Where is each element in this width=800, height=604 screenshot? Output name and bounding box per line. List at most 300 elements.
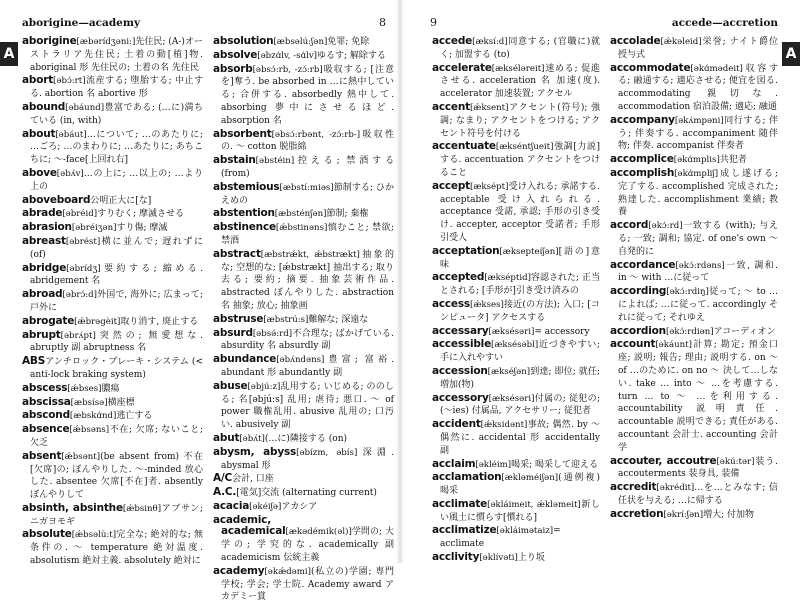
entry-headword: accomplish (610, 166, 675, 179)
entry-pronunciation: [əkɑ́mədeit] (690, 63, 743, 74)
entry-pronunciation: [əbsɔ́:rbənt, -zɔ́:rb-] (271, 129, 361, 140)
entry-definition: 速める; 促進させる. acceleration 名 加速(度). accelerator 加速装置; アクセル (440, 63, 600, 100)
entry-headword: abscissa (22, 395, 71, 408)
entry-headword: abundance (213, 353, 277, 366)
dictionary-entry (22, 289, 203, 315)
entry-headword: accolade (610, 35, 661, 47)
entry-definition: アンチロック・ブレーキ・システム (< anti-lock braking system) (30, 357, 203, 380)
entry-headword: acacia (213, 499, 250, 512)
dictionary-entry (610, 509, 778, 522)
dictionary-entry (432, 326, 600, 339)
dictionary-entry (22, 102, 203, 128)
dictionary-entry (213, 314, 394, 327)
entry-definition: 同行する; 伴う; 伴奏する. accompaniment 随伴物; 伴奏. accompanist 伴奏者 (618, 115, 778, 152)
dictionary-entry (22, 529, 203, 567)
entry-pronunciation: [əkláimeit, ǽkləmeit] (487, 499, 581, 510)
entry-headword: abort (22, 74, 54, 87)
dictionary-entry (22, 222, 203, 235)
entry-definition: 吸収性の. ～ cotton 脱脂綿 (221, 129, 394, 153)
entry-headword: absent (22, 449, 62, 462)
left-page (0, 0, 400, 603)
entry-pronunciation: [ækləméiʃən] (501, 473, 559, 484)
entry-definition: 収容する; 融通する; 適応させる; 便宜を図る. accommodating 親切な. accommodation 宿泊設備; 適応; 融通 (618, 63, 778, 112)
entry-pronunciation: [ækséʃən] (487, 366, 531, 377)
entry-definition: 装う. accouterments 装身具, 装備 (618, 456, 778, 480)
entry-pronunciation: [əkláimətaiz] (496, 526, 554, 537)
entry-headword: accordion (610, 324, 666, 337)
left-thumb-index-tab: A (0, 42, 18, 66)
dictionary-entry (432, 63, 600, 101)
dictionary-entry (22, 316, 203, 329)
dictionary-entry (432, 181, 600, 245)
dictionary-entry (610, 220, 778, 258)
entry-pronunciation: [æbstrú:s] (263, 314, 309, 325)
entry-definition: 接近(の方法); 入口; [コンピュータ] アクセスする (440, 299, 600, 323)
entry-pronunciation: [ækədémik(əl)] (285, 527, 352, 538)
right-page-header (430, 16, 778, 30)
dictionary-entry (22, 129, 203, 167)
entry-headword: academic, academical (213, 513, 286, 538)
dictionary-entry (213, 473, 394, 486)
entry-headword: absolution (213, 35, 274, 47)
entry-headword: accepted (432, 271, 485, 284)
dictionary-entry (213, 222, 394, 248)
entry-headword: absinth, absinthe (22, 501, 123, 514)
entry-pronunciation: [əbáund] (65, 102, 105, 113)
entry-pronunciation: [əbáut] (55, 129, 87, 140)
entry-definition: (通例複)喝采 (440, 473, 600, 497)
entry-headword: abstinence (213, 221, 276, 234)
entry-headword: absolute (22, 528, 72, 541)
entry-definition: = accessory (534, 326, 590, 337)
entry-headword: abscond (22, 409, 70, 422)
dictionary-entry (213, 354, 394, 380)
dictionary-entry (432, 272, 600, 298)
entry-headword: acclamation (432, 471, 502, 484)
entry-pronunciation: [əkú:tər] (716, 456, 755, 467)
entry-definition: アコーディオン (713, 326, 776, 337)
left-column-2 (213, 35, 395, 603)
entry-pronunciation: [ækséntʃueit] (495, 142, 554, 153)
entry-headword: abrupt (22, 328, 61, 341)
dictionary-entry (432, 102, 600, 140)
entry-definition: 免罪; 免除 (327, 37, 370, 47)
entry-headword: abstention (213, 207, 275, 220)
entry-pronunciation: [əkɔ́:rdiŋ] (666, 287, 709, 298)
entry-headword: abound (22, 100, 66, 113)
entry-definition: 流産する; 堕胎する; 中止する. abortion 名 abortive 形 (30, 76, 203, 100)
dictionary-entry (213, 566, 394, 604)
entry-pronunciation: [əkǽdəmi] (264, 566, 311, 577)
entry-pronunciation: [əklívəti] (479, 553, 518, 564)
entry-definition: 先住民; (A-)オーストラリア先住民; 土着の動[植]物. aboriginal 形 先住民の; 土着の名 先住民 (30, 37, 203, 73)
right-page (400, 0, 800, 563)
entry-headword: accessible (432, 338, 491, 351)
dictionary-entry (610, 63, 778, 114)
entry-pronunciation: [ǽbses] (67, 383, 102, 394)
dictionary-entry (22, 424, 203, 450)
entry-pronunciation: [æbskɑ́nd] (69, 411, 117, 422)
entry-definition: [電気]交流 (alternating current) (236, 488, 377, 499)
dictionary-entry (610, 339, 778, 454)
entry-definition: 豊富; 富裕. abundant 形 abundantly 副 (221, 355, 394, 378)
entry-definition: …を…とみなす; 信任状を与える; …に帰する (618, 483, 778, 506)
entry-definition: 不合理な; ばかげている. absurdity 名 absurdly 副 (221, 328, 394, 352)
entry-headword: accident (432, 418, 481, 431)
right-page-columns (432, 35, 778, 564)
entry-headword: absorbent (213, 127, 272, 140)
left-page-number: 8 (379, 16, 386, 29)
dictionary-entry (213, 447, 394, 473)
right-column-1 (432, 35, 600, 564)
entry-definition: アブサン; ニガヨモギ (30, 503, 203, 527)
dictionary-entry (432, 299, 600, 325)
entry-pronunciation: [əbízm, əbís] (296, 447, 358, 458)
entry-pronunciation: [æbstrǽkt, ǽbstrækt] (260, 249, 360, 260)
entry-headword: accede (432, 35, 473, 47)
entry-definition: 乱用する; いじめる; ののしる; 名[əbjú:s] 乱用; 虐待; 悪口. ～ of power 職権乱用. abusive 乱用の; 口汚い. abusively 副 (221, 381, 394, 431)
entry-definition: 共犯者 (719, 155, 747, 166)
right-page-number: 9 (430, 16, 437, 29)
dictionary-entry (22, 383, 203, 396)
entry-pronunciation: [ǽkses] (469, 299, 504, 310)
dictionary-entry (213, 208, 394, 221)
entry-pronunciation: [ǽbsinθ] (122, 503, 162, 514)
dictionary-entry (213, 182, 394, 208)
entry-pronunciation: [æbsəlú:ʃən] (273, 37, 328, 47)
dictionary-entry (432, 419, 600, 457)
entry-pronunciation: [ǽbstinəns] (275, 223, 328, 234)
right-header-guide-words: accede—accretion (671, 17, 778, 29)
entry-definition: 従って; ～ to …によれば; …に従って. accordingly それに従って; それゆえ (618, 287, 778, 323)
entry-definition: 計算; 勘定; 預金口座; 説明; 報告; 理由; 説明する. on ～ of …のために. on no ～ 決して…しない. take … into ～ …を考慮する. turn … to ～ …を利用する. accountability 説明責任. accountable 説明できる; 責任がある. accountant 会計士. accounting 会計学 (618, 340, 778, 453)
entry-definition: 事故; 偶然. by ～ 偶然に. accidental 形 accidentally 副 (440, 420, 600, 456)
dictionary-entry (22, 356, 203, 382)
dictionary-entry (213, 328, 394, 354)
entry-definition: 横に並んで; 遅れずに (of) (30, 236, 203, 260)
entry-definition: 会計, 口座 (232, 474, 274, 485)
entry-headword: according (610, 285, 667, 298)
entry-pronunciation: [əbjú:z] (247, 381, 281, 392)
entry-headword: abut (213, 431, 240, 444)
entry-definition: 節制; 棄権 (326, 209, 369, 220)
entry-definition: 深淵. abysmal 形 (221, 447, 394, 471)
left-column-1 (22, 35, 203, 567)
entry-definition: (…に)隣接する (on) (264, 433, 348, 444)
entry-definition: 付属の; 従犯の; (～ies) 付属品, アクセサリー; 従犯者 (440, 393, 600, 417)
entry-definition: 栄誉; ナイト爵位授与式 (618, 37, 778, 60)
entry-pronunciation: [əbzɑ́lv, -sɑ́lv] (257, 50, 318, 61)
entry-headword: abrogate (22, 314, 75, 327)
entry-pronunciation: [æbsténʃən] (274, 209, 327, 220)
dictionary-entry (213, 50, 394, 63)
entry-definition: すり傷; 摩滅 (116, 223, 168, 234)
dictionary-entry (213, 36, 394, 49)
entry-pronunciation: [əbsɔ́:rb, -zɔ́:rb] (252, 64, 323, 75)
entry-definition: 完全な; 絶対的な; 無条件の. ～ temperature 絶対温度. absolutism 絶対主義. absolutely 絶対に (30, 530, 203, 567)
entry-headword: acceptation (432, 244, 500, 257)
entry-pronunciation: [əbréiʒən] (71, 223, 117, 234)
entry-definition: アカシア (281, 501, 318, 512)
entry-headword: absolve (213, 48, 258, 61)
entry-pronunciation: [æksí:d] (472, 37, 508, 47)
entry-pronunciation: [əkɑ́mpliʃ] (674, 168, 719, 179)
entry-pronunciation: [əkɔ́:rd] (648, 221, 683, 232)
entry-headword: accept (432, 179, 470, 192)
entry-pronunciation: [əbɔ́:rt] (53, 76, 86, 87)
entry-definition: 成し遂げる; 完了する. accomplished 完成された; 熟達した. accomplishment 業績; 教養 (618, 168, 778, 218)
dictionary-entry (610, 36, 778, 62)
entry-headword: accelerate (432, 61, 492, 74)
entry-definition: 公明正大に[な] (90, 195, 152, 206)
entry-definition: (be absent from) 不在[欠席]の; ぼんやりした. ～-minded 放心した. absentee 欠席[不在]者. absently ぼんやりして (30, 451, 203, 501)
dictionary-entry (610, 482, 778, 508)
entry-pronunciation: [əkɔ́:rdəns] (675, 260, 725, 271)
entry-pronunciation: [əbrést] (65, 236, 101, 247)
entry-pronunciation: [æbərídʒəni:] (76, 37, 136, 47)
entry-pronunciation: [ǽbsəns] (69, 425, 110, 436)
entry-definition: 突然の; 無愛想な. abruptly 副 abruptness 名 (30, 330, 203, 354)
entry-pronunciation: [ǽbsənt] (61, 451, 101, 462)
entry-headword: accent (432, 100, 470, 113)
entry-headword: abstain (213, 154, 256, 167)
entry-definition: 豊富である; (…に)満ちている (in, with) (30, 102, 203, 126)
entry-pronunciation: [əkáunt] (655, 340, 692, 351)
entry-headword: acclimatize (432, 524, 497, 537)
entry-definition: [語の]意味 (440, 246, 600, 270)
entry-headword: accessary (432, 324, 489, 337)
entry-headword: abrade (22, 207, 63, 220)
entry-definition: 横座標 (107, 397, 135, 408)
entry-headword: accentuate (432, 140, 496, 153)
dictionary-entry (22, 75, 203, 101)
entry-definition: 増大; 付加物 (703, 509, 754, 520)
dictionary-entry (22, 397, 203, 410)
entry-pronunciation: [əkɔ́:rdiən] (665, 326, 714, 337)
dictionary-entry (22, 168, 203, 194)
entry-definition: 学問の; 大学の; 学究的な. academically 副 academicism 伝統主義 (221, 527, 394, 564)
entry-headword: accretion (610, 507, 664, 520)
entry-headword: abuse (213, 379, 248, 392)
entry-headword: abroad (22, 288, 63, 301)
entry-definition: (私立の)学園; 専門学校; 学会; 学士院. Academy award アカデミー賞 (221, 566, 394, 603)
entry-pronunciation: [əbsə́:rd] (252, 328, 293, 339)
entry-definition: 節制する; ひかえめの (221, 182, 394, 206)
entry-definition: 近づきやすい; 手に入れやすい (440, 340, 600, 364)
dictionary-entry (22, 410, 203, 423)
dictionary-entry (213, 381, 394, 432)
entry-pronunciation: [əkéiʃə] (249, 501, 282, 512)
dictionary-entry (22, 195, 203, 208)
entry-definition: 逃亡する (116, 411, 153, 422)
entry-pronunciation: [əkrí:ʃən] (663, 509, 704, 520)
entry-headword: abstemious (213, 180, 280, 193)
entry-pronunciation: [əbréid] (62, 209, 98, 220)
entry-headword: above (22, 166, 57, 179)
entry-definition: = acclimate (440, 526, 561, 550)
dictionary-entry (213, 129, 394, 155)
dictionary-entry (610, 115, 778, 153)
dictionary-entry (610, 168, 778, 219)
dictionary-entry (610, 154, 778, 167)
entry-definition: 受け入れる; 承諾する. acceptable 受け入れられる. acceptance 受諾, 承認; 手形の引き受け. accepter, acceptor 受諾者; 手形引受人 (440, 181, 600, 243)
entry-definition: …の上に; …以上の; …より上の (30, 168, 203, 192)
entry-pronunciation: [æksésəri] (488, 326, 535, 337)
entry-headword: absence (22, 423, 70, 436)
dictionary-entry (432, 36, 600, 62)
entry-headword: accession (432, 364, 488, 377)
entry-definition: 上り坂 (517, 553, 545, 564)
entry-headword: academy (213, 564, 265, 577)
entry-definition: 抽象的な; 空想的な; [ǽbstrækt] 抽出する; 取り去る; 要約; 摘要. 抽象芸術作品. abstracted ぼんやりした. abstraction 名 抽象; 放心; 抽象画 (221, 249, 394, 311)
entry-pronunciation: [əbʌ́v] (56, 168, 84, 179)
entry-pronunciation: [æksépt] (470, 181, 509, 192)
dictionary-entry (432, 552, 600, 565)
entry-headword: abreast (22, 234, 66, 247)
entry-definition: 強調[力説]する. accentuation アクセントをつけること (440, 142, 600, 178)
entry-pronunciation: [əkléim] (475, 459, 512, 470)
dictionary-entry (432, 393, 600, 419)
dictionary-entry (432, 141, 600, 179)
entry-pronunciation: [ǽbrəgèit] (74, 316, 121, 327)
entry-headword: accommodate (610, 61, 691, 74)
entry-headword: about (22, 127, 56, 140)
entry-headword: absurd (213, 326, 253, 339)
entry-definition: 到達; 即位; 就任; 増加(物) (440, 366, 600, 390)
entry-headword: accordance (610, 258, 676, 271)
entry-headword: accouter, accoutre (610, 454, 717, 467)
dictionary-entry (22, 208, 203, 221)
entry-definition: 同意する; (官職に)就く; 加盟する (to) (440, 37, 600, 60)
dictionary-entry (213, 487, 394, 500)
dictionary-entry (213, 501, 394, 514)
entry-headword: abysm, abyss (213, 445, 297, 458)
entry-pronunciation: [æbsísə] (70, 397, 108, 408)
dictionary-entry (432, 472, 600, 498)
dictionary-entry (213, 249, 394, 313)
entry-pronunciation: [əbrɔ́:d] (62, 290, 98, 301)
dictionary-entry (610, 326, 778, 339)
entry-pronunciation: [ǽbsəlù:t] (71, 530, 117, 541)
dictionary-entry (610, 286, 778, 324)
entry-definition: 不在; 欠席; ないこと; 欠乏 (30, 425, 203, 448)
entry-headword: accredit (610, 481, 657, 494)
entry-definition: 膿瘍 (101, 383, 120, 394)
entry-pronunciation: [əbʌ́t] (239, 433, 265, 444)
dictionary-entry (610, 260, 778, 286)
entry-definition: 新しい風土に慣らす[慣れる] (440, 499, 600, 523)
entry-pronunciation: [æksésəri] (488, 393, 535, 404)
entry-headword: access (432, 297, 470, 310)
entry-headword: acclimate (432, 497, 488, 510)
entry-headword: A/C (213, 472, 233, 485)
entry-definition: 一致する (with); 与える; 一致; 調和; 協定. of one's own ～ 自発的に (618, 221, 778, 257)
entry-pronunciation: [əkʌ́mpəni] (674, 115, 724, 126)
entry-headword: aboveboard (22, 193, 91, 206)
dictionary-entry (432, 499, 600, 525)
entry-headword: abrasion (22, 221, 72, 234)
entry-pronunciation: [ǽksidənt] (480, 420, 528, 431)
dictionary-entry (22, 503, 203, 529)
left-header-guide-words: aborigine—academy (22, 17, 141, 29)
left-page-header (22, 16, 386, 30)
entry-pronunciation: [əbʌ́ndəns] (276, 355, 325, 366)
entry-definition: 控える; 禁酒する (from) (221, 156, 394, 179)
dictionary-entry (22, 236, 203, 262)
dictionary-entry (213, 64, 394, 128)
entry-pronunciation: [əkrédit] (656, 483, 695, 494)
entry-pronunciation: [ækséləreit] (491, 63, 545, 74)
entry-pronunciation: [əkɑ́mplis] (673, 155, 720, 166)
entry-headword: aborigine (22, 35, 77, 47)
entry-definition: アクセント(符号); 強調; なまり; アクセントをつける; アクセント符号を付ける (440, 102, 600, 139)
dictionary-entry (432, 459, 600, 472)
entry-headword: acclaim (432, 457, 476, 470)
entry-headword: abstract (213, 247, 261, 260)
entry-headword: account (610, 338, 656, 351)
dictionary-entry (22, 330, 203, 356)
dictionary-entry (432, 525, 600, 551)
dictionary-entry (22, 263, 203, 289)
entry-definition: …について; …のあたりに; …ごろ; …のまわりに; …あたりに; あちこちに; ～-face[上回れ右] (30, 129, 203, 166)
entry-definition: すりむく; 摩滅させる (97, 209, 184, 220)
dictionary-entry (432, 366, 600, 392)
entry-definition: 一致, 調和. in ～ with …に従って (618, 260, 778, 284)
dictionary-entry (432, 339, 600, 365)
entry-headword: acclivity (432, 551, 480, 564)
entry-headword: ABS (22, 355, 46, 368)
entry-definition: 容認された; 正当とされる; [手形が]引き受け済みの (440, 273, 600, 297)
entry-pronunciation: [ǽksent] (469, 102, 509, 113)
entry-definition: 慎むこと; 禁欲; 禁酒 (221, 223, 394, 246)
dictionary-entry (610, 456, 778, 482)
entry-headword: abstruse (213, 312, 264, 325)
entry-headword: abridge (22, 261, 67, 274)
entry-headword: accompany (610, 113, 675, 126)
entry-pronunciation: [ækséptid] (484, 273, 531, 284)
dictionary-entry (432, 246, 600, 272)
entry-headword: accomplice (610, 153, 674, 166)
dictionary-entry (22, 451, 203, 502)
dictionary-entry (213, 433, 394, 446)
entry-definition: 難解な; 深遠な (308, 314, 369, 325)
left-page-columns (22, 35, 395, 603)
entry-pronunciation: [æbstí:miəs] (279, 182, 334, 193)
dictionary-entry (213, 515, 394, 565)
entry-headword: accessory (432, 391, 489, 404)
right-thumb-index-tab: A (782, 42, 800, 66)
entry-pronunciation: [ǽkəleid] (660, 37, 702, 47)
entry-headword: A.C. (213, 486, 237, 499)
entry-pronunciation: [æksésəbl] (491, 340, 539, 351)
entry-pronunciation: [əbstéin] (255, 156, 295, 167)
entry-definition: 吸収する; [注意を]奪う. be absorbed in …に熱中している; 合併する. absorbedly 熱中して. absorbing 夢中にさせるほど. absorption 名 (221, 64, 395, 126)
entry-definition: 要約する; 縮める. abridgement 名 (30, 263, 203, 287)
entry-headword: absorb (213, 62, 253, 75)
entry-headword: abscess (22, 381, 68, 394)
entry-definition: 喝采; 喝采して迎える (511, 459, 598, 470)
entry-pronunciation: [əbrʌ́pt] (60, 330, 96, 341)
dictionary-entry (22, 36, 203, 74)
entry-headword: accord (610, 219, 649, 232)
entry-definition: ゆるす; 解除する (317, 50, 386, 61)
right-column-2 (610, 36, 778, 557)
entry-definition: 外国で, 海外に; 広まって; 戸外に (30, 290, 203, 313)
entry-definition: 取り消す, 廃止する (120, 316, 199, 327)
dictionary-entry (213, 155, 394, 181)
entry-pronunciation: [əbrídʒ] (66, 263, 101, 274)
entry-pronunciation: [æksepteíʃən] (499, 246, 559, 257)
